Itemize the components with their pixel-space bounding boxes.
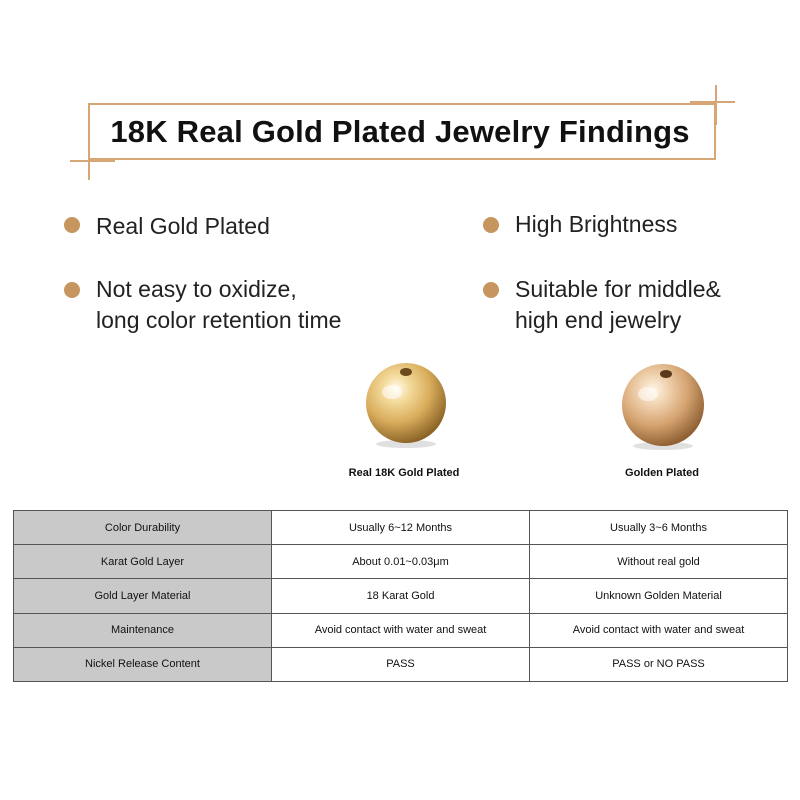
feature-line: high end jewelry	[515, 307, 682, 333]
bead-caption-golden-plated: Golden Plated	[625, 467, 699, 479]
table-row	[14, 613, 788, 647]
feature-line: long color retention time	[96, 307, 342, 333]
bullet-dot	[64, 217, 80, 233]
golden-plated-value: Unknown Golden Material	[530, 579, 788, 613]
table-row	[14, 579, 788, 613]
row-label: Nickel Release Content	[14, 647, 272, 681]
bead-caption-real-gold: Real 18K Gold Plated	[348, 467, 460, 479]
feature-real-gold-plated	[96, 211, 270, 242]
feature-line: Not easy to oxidize,	[96, 276, 297, 302]
row-label: Color Durability	[14, 511, 272, 545]
row-label: Karat Gold Layer	[14, 545, 272, 579]
feature-line: High Brightness	[515, 211, 678, 237]
real-gold-value: About 0.01~0.03μm	[272, 545, 530, 579]
real-gold-value: Usually 6~12 Months	[272, 511, 530, 545]
feature-line: Suitable for middle&	[515, 276, 721, 302]
real-gold-value: PASS	[272, 647, 530, 681]
feature-line: Real Gold Plated	[96, 213, 270, 239]
table-row	[14, 511, 788, 545]
deco-line-bottom-left-h	[70, 160, 115, 162]
page-title: 18K Real Gold Plated Jewelry Findings	[110, 114, 690, 149]
bullet-dot	[483, 282, 499, 298]
golden-plated-value: Usually 3~6 Months	[530, 511, 788, 545]
feature-high-end	[515, 274, 721, 336]
feature-oxidize	[96, 274, 341, 336]
real-gold-bead-image	[364, 359, 448, 451]
golden-plated-value: PASS or NO PASS	[530, 647, 788, 681]
row-label: Gold Layer Material	[14, 579, 272, 613]
feature-high-brightness	[515, 209, 677, 240]
golden-plated-bead-image	[620, 361, 706, 453]
real-gold-value: Avoid contact with water and sweat	[272, 613, 530, 647]
deco-line-top-right-h	[690, 101, 735, 103]
table-row	[14, 545, 788, 579]
golden-plated-value: Without real gold	[530, 545, 788, 579]
bullet-dot	[64, 282, 80, 298]
bullet-dot	[483, 217, 499, 233]
golden-plated-value: Avoid contact with water and sweat	[530, 613, 788, 647]
comparison-table	[13, 510, 788, 682]
table-row	[14, 647, 788, 681]
row-label: Maintenance	[14, 613, 272, 647]
real-gold-value: 18 Karat Gold	[272, 579, 530, 613]
